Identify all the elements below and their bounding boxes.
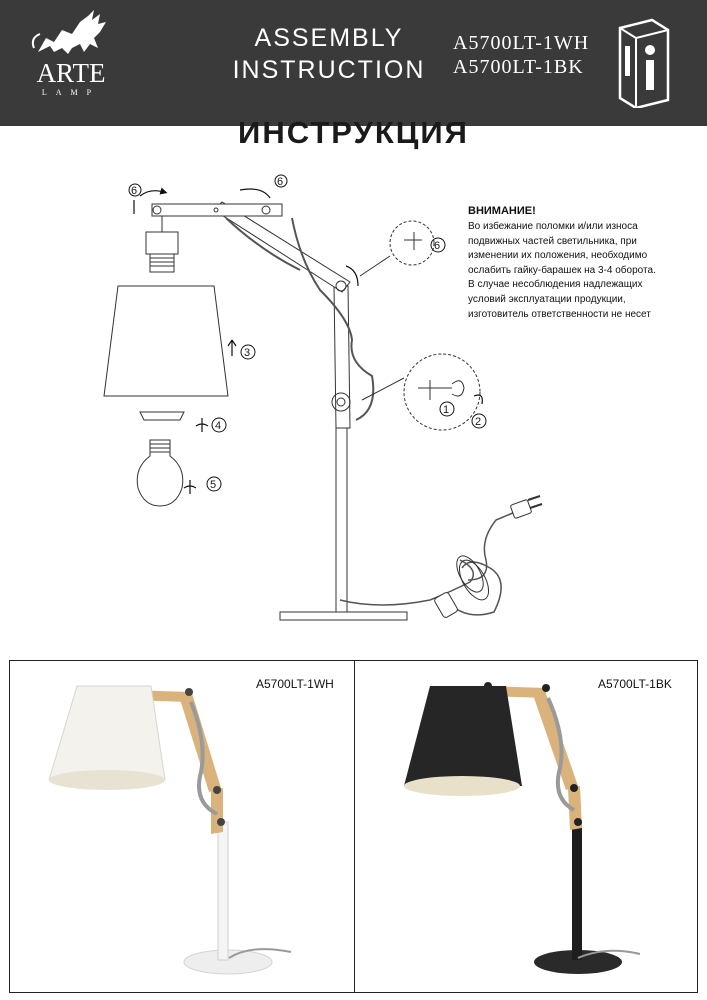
griffin-logo-icon <box>28 8 114 58</box>
header-model-2: A5700LT-1BK <box>453 56 584 78</box>
black-lamp-photo <box>356 662 696 991</box>
step-6-label-b: 6 <box>277 176 284 188</box>
warning-line: подвижных частей светильника, при <box>468 235 637 247</box>
header-model-1: A5700LT-1WH <box>453 32 590 54</box>
brand-subtitle: LAMP <box>41 88 101 97</box>
step-3-label: 3 <box>244 347 251 359</box>
white-lamp-photo <box>11 662 353 991</box>
warning-line: изменении их положения, необходимо <box>468 250 648 262</box>
white-model-label: A5700LT-1WH <box>256 677 334 691</box>
header-title-line-2: INSTRUCTION <box>232 56 426 84</box>
warning-line: Во избежание поломки и/или износа <box>468 221 638 232</box>
warning-text <box>468 220 678 322</box>
page-title: ИНСТРУКЦИЯ <box>238 115 469 150</box>
black-model-label: A5700LT-1BK <box>598 677 672 691</box>
step-2-label: 2 <box>475 416 482 428</box>
header-bar <box>0 0 707 126</box>
step-4-label: 4 <box>215 420 222 432</box>
brand-logo <box>22 8 120 108</box>
header-title-line-1: ASSEMBLY <box>254 24 404 52</box>
step-6-label-c: 6 <box>434 240 441 252</box>
warning-line: изготовитель ответственности не несет <box>468 308 651 320</box>
warning-line: В случае несоблюдения надлежащих <box>468 279 643 291</box>
warning-title: ВНИМАНИЕ! <box>468 205 536 217</box>
brand-name: ARTE <box>36 58 106 88</box>
manual-info-icon <box>612 16 674 108</box>
step-5-label: 5 <box>210 479 217 491</box>
warning-line: ослабить гайку-барашек на 3-4 оборота. <box>468 264 656 276</box>
step-1-label: 1 <box>443 404 450 416</box>
step-6-label-a: 6 <box>131 185 138 197</box>
warning-line: условий эксплуатации продукции, <box>468 293 626 305</box>
